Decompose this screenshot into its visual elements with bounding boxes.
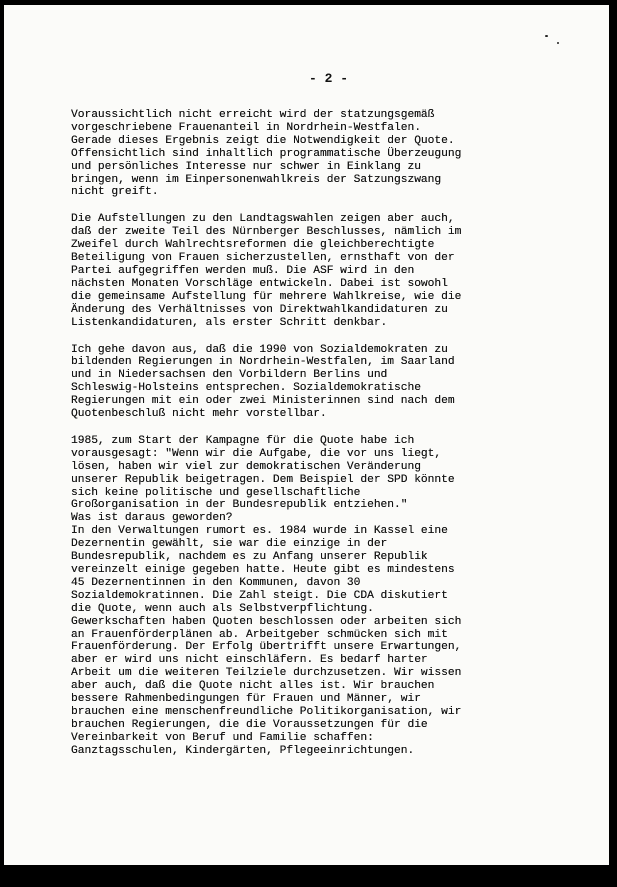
scan-speck: [557, 42, 559, 44]
text-line: vorgeschriebene Frauenanteil in Nordrhein-Westfalen.: [71, 121, 421, 134]
text-line: Quotenbeschluß nicht mehr vorstellbar.: [71, 408, 327, 421]
paragraph: [71, 213, 551, 329]
document-body: [71, 109, 551, 758]
text-line: brauchen eine menschenfreundliche Politikorganisation, wir: [71, 705, 462, 718]
text-line: brauchen Regierungen, die die Voraussetzungen für die: [71, 718, 428, 731]
paragraph: [71, 344, 551, 421]
text-line: lösen, haben wir viel zur demokratischen Veränderung: [71, 460, 421, 473]
scan-border: [0, 866, 617, 887]
text-line: aber er wird uns nicht einschläfern. Es bedarf harter: [71, 654, 428, 667]
page-number: - 2 -: [309, 71, 349, 86]
text-line: Ganztagsschulen, Kindergärten, Pflegeeinrichtungen.: [71, 744, 415, 757]
text-line: Gerade dieses Ergebnis zeigt die Notwendigkeit der Quote.: [71, 134, 455, 147]
text-line: Sozialdemokratinnen. Die Zahl steigt. Die CDA diskutiert: [71, 589, 448, 602]
text-line: vereinzelt einige gegeben hatte. Heute gibt es mindestens: [71, 564, 455, 576]
text-line: nächsten Monaten Vorschläge entwickeln. Dabei ist sowohl: [71, 277, 448, 290]
text-line: Beteiligung von Frauen sicherzustellen, ernsthaft von der: [71, 252, 455, 265]
text-line: daß der zweite Teil des Nürnberger Beschlusses, nämlich im: [71, 226, 462, 239]
text-line: 1985, zum Start der Kampagne für die Quote habe ich: [71, 434, 415, 447]
text-line: 45 Dezernentinnen in den Kommunen, davon 30: [71, 576, 361, 589]
text-line: Regierungen mit ein oder zwei Ministerinnen sind nach dem: [71, 395, 455, 408]
text-line: Gewerkschaften haben Quoten beschlossen oder arbeiten sich: [71, 615, 462, 628]
text-line: Ich gehe davon aus, daß die 1990 von Sozialdemokraten zu: [71, 343, 448, 356]
text-line: In den Verwaltungen rumort es. 1984 wurde in Kassel eine: [71, 525, 448, 538]
text-line: Vereinbarkeit von Beruf und Familie schaffen:: [71, 731, 374, 744]
scan-speck: [545, 35, 548, 37]
text-line: sich keine politische und gesellschaftliche: [71, 486, 361, 499]
text-line: Die Aufstellungen zu den Landtagswahlen zeigen aber auch,: [71, 213, 455, 226]
text-line: bessere Rahmenbedingungen für Frauen und Männer, wir: [71, 693, 421, 706]
text-line: nicht greift.: [71, 186, 159, 199]
text-line: Arbeit um die weiteren Teilziele durchzusetzen. Wir wissen: [71, 667, 462, 680]
text-line: Großorganisation in der Bundesrepublik entziehen.": [71, 499, 408, 512]
text-line: die gemeinsame Aufstellung für mehrere Wahlkreise, wie die: [71, 290, 462, 303]
text-line: Zweifel durch Wahlrechtsreformen die gleichberechtigte: [71, 239, 435, 252]
text-line: Bundesrepublik, nachdem es zu Anfang unserer Republik: [71, 551, 428, 564]
paragraph: [71, 435, 551, 758]
text-line: Schleswig-Holsteins entsprechen. Sozialdemokratische: [71, 382, 421, 395]
paper-sheet: [4, 5, 609, 865]
text-line: Änderung des Verhältnisses von Direktwahlkandidaturen zu: [71, 303, 448, 316]
text-line: die Quote, wenn auch als Selbstverpflichtung.: [71, 602, 374, 615]
text-line: Listenkandidaturen, als erster Schritt denkbar.: [71, 316, 388, 329]
text-line: aber auch, daß die Quote nicht alles ist. Wir brauchen: [71, 680, 435, 693]
text-line: Frauenförderung. Der Erfolg übertrifft unsere Erwartungen,: [71, 641, 462, 654]
text-line: Was ist daraus geworden?: [71, 512, 233, 525]
text-line: Offensichtlich sind inhaltlich programmatische Überzeugung: [71, 147, 462, 160]
text-line: vorausgesagt: "Wenn wir die Aufgabe, die vor uns liegt,: [71, 447, 442, 460]
text-line: an Frauenförderplänen ab. Arbeitgeber schmücken sich mit: [71, 628, 448, 641]
text-line: unserer Republik beigetragen. Dem Beispiel der SPD könnte: [71, 473, 455, 486]
text-line: Partei aufgegriffen werden muß. Die ASF wird in den: [71, 264, 415, 277]
text-line: Voraussichtlich nicht erreicht wird der statzungsgemäß: [71, 109, 435, 121]
text-line: bildenden Regierungen in Nordrhein-Westfalen, im Saarland: [71, 356, 455, 369]
paragraph: [71, 109, 551, 199]
text-line: und in Niedersachsen den Vorbildern Berlins und: [71, 369, 388, 382]
text-line: Dezernentin gewählt, sie war die einzige in der: [71, 538, 388, 551]
text-line: bringen, wenn im Einpersonenwahlkreis der Satzungszwang: [71, 173, 442, 186]
text-line: und persönliches Interesse nur schwer in Einklang zu: [71, 160, 421, 173]
